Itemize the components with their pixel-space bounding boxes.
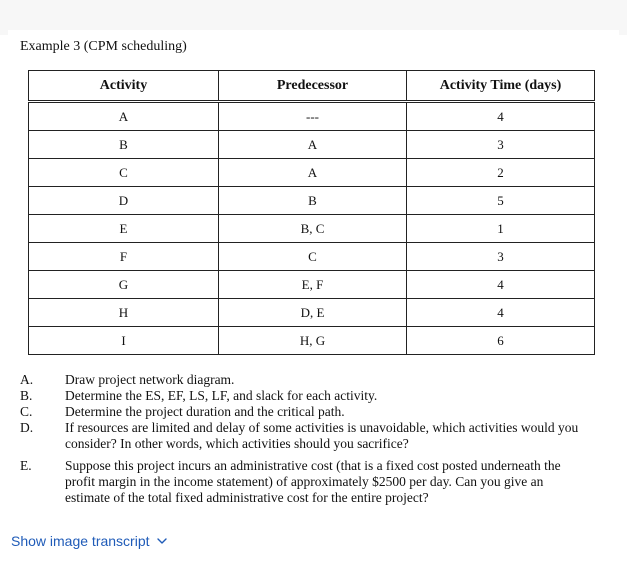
question-text: Determine the ES, EF, LS, LF, and slack for each activity. — [65, 388, 378, 403]
table-header-row — [29, 71, 595, 102]
header-activity-time: Activity Time (days) — [407, 71, 595, 102]
question-item-a — [20, 372, 580, 388]
cell-activity: H — [29, 299, 219, 327]
cell-predecessor: A — [219, 131, 407, 159]
question-letter: B. — [20, 388, 33, 403]
page-title: Example 3 (CPM scheduling) — [20, 39, 187, 54]
question-text: Determine the project duration and the critical path. — [65, 404, 345, 419]
question-item-b — [20, 388, 580, 404]
cell-predecessor: --- — [219, 102, 407, 131]
cpm-table-wrap — [28, 70, 594, 355]
table-row — [29, 271, 595, 299]
question-text: Suppose this project incurs an administrative cost (that is a fixed cost posted underneath the profit margin in the income statement) of approximately $2500 per day. Can you give an estimate of the total fixed administrative cost for the entire project? — [65, 458, 561, 505]
cell-time: 4 — [407, 102, 595, 131]
question-text: If resources are limited and delay of some activities is unavoidable, which activities would you consider? In other words, which activities should you sacrifice? — [65, 420, 579, 451]
cell-activity: C — [29, 159, 219, 187]
cell-predecessor: B, C — [219, 215, 407, 243]
cell-time: 3 — [407, 243, 595, 271]
question-letter: E. — [20, 458, 32, 473]
cell-time: 5 — [407, 187, 595, 215]
cpm-table — [28, 70, 595, 355]
header-predecessor: Predecessor — [219, 71, 407, 102]
cell-activity: B — [29, 131, 219, 159]
table-row — [29, 243, 595, 271]
cell-predecessor: B — [219, 187, 407, 215]
header-activity: Activity — [29, 71, 219, 102]
question-letter: C. — [20, 404, 33, 419]
cell-activity: F — [29, 243, 219, 271]
cell-activity: A — [29, 102, 219, 131]
show-transcript-label: Show image transcript — [11, 533, 150, 549]
table-row — [29, 215, 595, 243]
cell-predecessor: C — [219, 243, 407, 271]
table-row — [29, 327, 595, 355]
question-item-e — [20, 458, 580, 506]
cell-time: 4 — [407, 271, 595, 299]
table-row — [29, 102, 595, 131]
cell-predecessor: D, E — [219, 299, 407, 327]
question-text: Draw project network diagram. — [65, 372, 235, 387]
table-row — [29, 299, 595, 327]
question-letter: D. — [20, 420, 34, 435]
cell-predecessor: A — [219, 159, 407, 187]
cell-activity: G — [29, 271, 219, 299]
cell-activity: I — [29, 327, 219, 355]
table-row — [29, 131, 595, 159]
cell-activity: D — [29, 187, 219, 215]
table-row — [29, 159, 595, 187]
cell-time: 1 — [407, 215, 595, 243]
cell-activity: E — [29, 215, 219, 243]
cell-time: 6 — [407, 327, 595, 355]
table-row — [29, 187, 595, 215]
question-item-d — [20, 420, 580, 452]
cell-time: 3 — [407, 131, 595, 159]
question-letter: A. — [20, 372, 34, 387]
cell-predecessor: H, G — [219, 327, 407, 355]
chevron-down-icon — [156, 535, 168, 547]
cell-time: 2 — [407, 159, 595, 187]
question-item-c — [20, 404, 580, 420]
cell-predecessor: E, F — [219, 271, 407, 299]
document-image — [8, 30, 619, 524]
question-list — [20, 372, 580, 506]
show-transcript-button[interactable] — [11, 533, 168, 549]
cell-time: 4 — [407, 299, 595, 327]
